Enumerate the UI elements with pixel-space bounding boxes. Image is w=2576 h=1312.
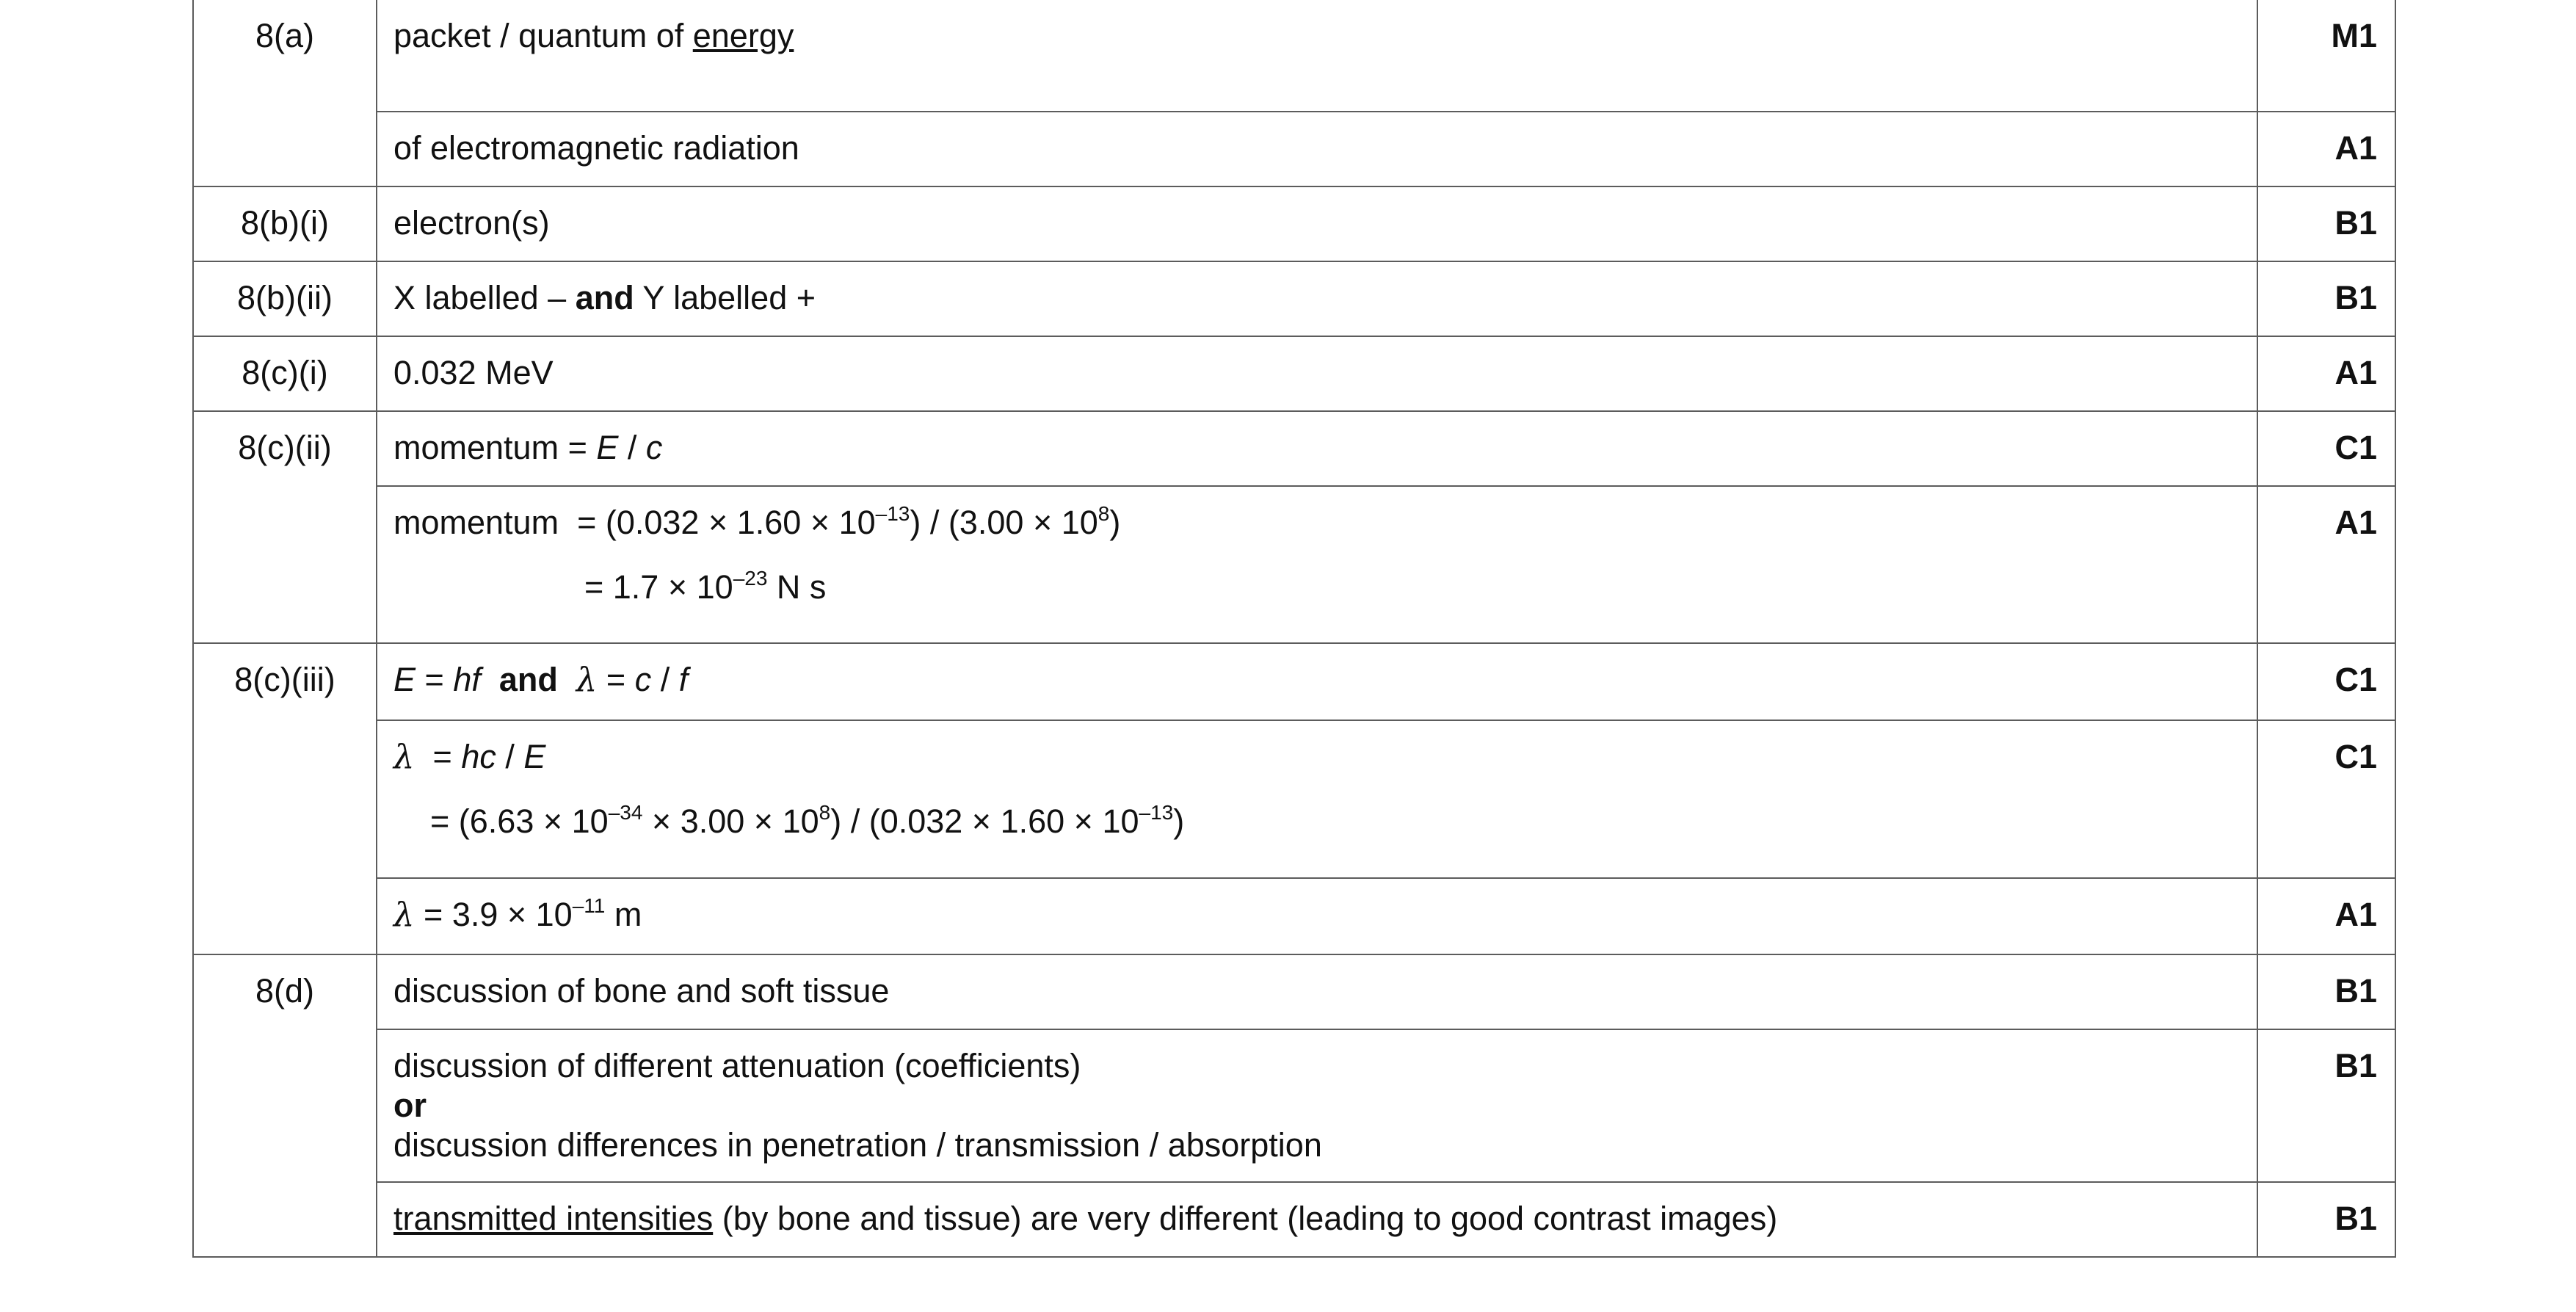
mark-cell: C1 bbox=[2257, 720, 2395, 878]
exponent: –13 bbox=[875, 502, 910, 525]
mark-cell: C1 bbox=[2257, 643, 2395, 720]
exponent: –23 bbox=[733, 567, 768, 590]
mark-cell: B1 bbox=[2257, 186, 2395, 261]
equation-text: = 3.9 × 10 bbox=[414, 896, 573, 933]
equation-text: = bbox=[416, 661, 454, 698]
table-row bbox=[193, 720, 2395, 878]
question-number: 8(d) bbox=[193, 954, 377, 1257]
answer-cell bbox=[377, 0, 2257, 112]
answer-bold-text: and bbox=[498, 661, 558, 698]
equation-text: ) bbox=[1109, 504, 1121, 541]
table-row bbox=[193, 336, 2395, 411]
answer-cell bbox=[377, 878, 2257, 954]
answer-cell bbox=[377, 486, 2257, 643]
symbol-energy: E bbox=[523, 738, 546, 775]
answer-cell bbox=[377, 1029, 2257, 1182]
table-row bbox=[193, 0, 2395, 112]
symbol-lambda: λ bbox=[393, 737, 415, 776]
equation-text: N s bbox=[767, 568, 827, 606]
answer-bold-text: and bbox=[575, 279, 634, 316]
answer-text: Y labelled + bbox=[634, 279, 816, 316]
exponent: –34 bbox=[608, 801, 643, 824]
mark-cell: A1 bbox=[2257, 878, 2395, 954]
equation-line bbox=[393, 802, 2241, 841]
equation-text: m bbox=[605, 896, 642, 933]
mark-cell: B1 bbox=[2257, 261, 2395, 336]
spacer bbox=[393, 777, 2241, 802]
equation-text: momentum = (0.032 × 1.60 × 10 bbox=[393, 504, 876, 541]
answer-text: / bbox=[618, 429, 646, 466]
symbol-hc: hc bbox=[461, 738, 496, 775]
answer-cell bbox=[377, 720, 2257, 878]
answer-bold-text: or bbox=[393, 1087, 427, 1124]
answer-underlined-text: energy bbox=[692, 17, 794, 54]
table-row bbox=[193, 878, 2395, 954]
table-row bbox=[193, 643, 2395, 720]
table-row bbox=[193, 261, 2395, 336]
equation-line bbox=[393, 568, 2241, 607]
mark-cell: B1 bbox=[2257, 1182, 2395, 1257]
table-row bbox=[193, 954, 2395, 1029]
table-row bbox=[193, 1182, 2395, 1257]
equation-text: × 3.00 × 10 bbox=[642, 802, 819, 840]
mark-cell: A1 bbox=[2257, 336, 2395, 411]
question-number: 8(c)(i) bbox=[193, 336, 377, 411]
equation-text: = bbox=[597, 661, 635, 698]
equation-text: / bbox=[651, 661, 679, 698]
question-number: 8(c)(iii) bbox=[193, 643, 377, 954]
spacer bbox=[393, 543, 2241, 568]
answer-text: (by bone and tissue) are very different (leading to good contrast images) bbox=[713, 1200, 1778, 1237]
answer-cell bbox=[377, 261, 2257, 336]
table-row bbox=[193, 186, 2395, 261]
equation-line bbox=[393, 503, 2241, 543]
equation-text: = (6.63 × 10 bbox=[430, 802, 609, 840]
equation-text: ) bbox=[1173, 802, 1185, 840]
answer-text: discussion of different attenuation (coefficients) bbox=[393, 1047, 1081, 1084]
exponent: –13 bbox=[1139, 801, 1174, 824]
mark-cell: M1 bbox=[2257, 0, 2395, 112]
answer-cell: discussion of bone and soft tissue bbox=[377, 954, 2257, 1029]
symbol-lambda: λ bbox=[393, 895, 415, 934]
question-number: 8(b)(i) bbox=[193, 186, 377, 261]
mark-cell: A1 bbox=[2257, 486, 2395, 643]
equation-text: ) / (3.00 × 10 bbox=[910, 504, 1098, 541]
equation-text: ) / (0.032 × 1.60 × 10 bbox=[830, 802, 1139, 840]
answer-cell: of electromagnetic radiation bbox=[377, 112, 2257, 186]
answer-cell: electron(s) bbox=[377, 186, 2257, 261]
exponent: –11 bbox=[572, 894, 606, 917]
question-number: 8(a) bbox=[193, 0, 377, 186]
equation-text: = bbox=[414, 738, 462, 775]
exponent: 8 bbox=[819, 801, 831, 824]
answer-text: packet / quantum of bbox=[393, 17, 693, 54]
equation-line bbox=[393, 737, 2241, 777]
table-row bbox=[193, 411, 2395, 486]
question-number: 8(c)(ii) bbox=[193, 411, 377, 643]
answer-text: momentum = bbox=[393, 429, 597, 466]
symbol-energy: E bbox=[393, 661, 416, 698]
symbol-frequency: f bbox=[678, 661, 689, 698]
table-row bbox=[193, 1029, 2395, 1182]
mark-scheme-table bbox=[192, 0, 2396, 1258]
mark-cell: B1 bbox=[2257, 954, 2395, 1029]
answer-text: discussion differences in penetration / transmission / absorption bbox=[393, 1126, 1322, 1164]
symbol-hf: hf bbox=[453, 661, 481, 698]
answer-cell bbox=[377, 643, 2257, 720]
symbol-lambda: λ bbox=[576, 660, 598, 699]
symbol-energy: E bbox=[596, 429, 619, 466]
equation-text: / bbox=[496, 738, 524, 775]
symbol-speed-of-light: c bbox=[645, 429, 663, 466]
table-row bbox=[193, 112, 2395, 186]
answer-cell: 0.032 MeV bbox=[377, 336, 2257, 411]
answer-text: X labelled – bbox=[393, 279, 576, 316]
answer-cell bbox=[377, 411, 2257, 486]
equation-text: = 1.7 × 10 bbox=[584, 568, 733, 606]
mark-cell: C1 bbox=[2257, 411, 2395, 486]
symbol-speed-of-light: c bbox=[634, 661, 652, 698]
exponent: 8 bbox=[1097, 502, 1110, 525]
answer-cell bbox=[377, 1182, 2257, 1257]
mark-cell: B1 bbox=[2257, 1029, 2395, 1182]
question-number: 8(b)(ii) bbox=[193, 261, 377, 336]
answer-underlined-text: transmitted intensities bbox=[393, 1200, 714, 1237]
table-row bbox=[193, 486, 2395, 643]
mark-cell: A1 bbox=[2257, 112, 2395, 186]
